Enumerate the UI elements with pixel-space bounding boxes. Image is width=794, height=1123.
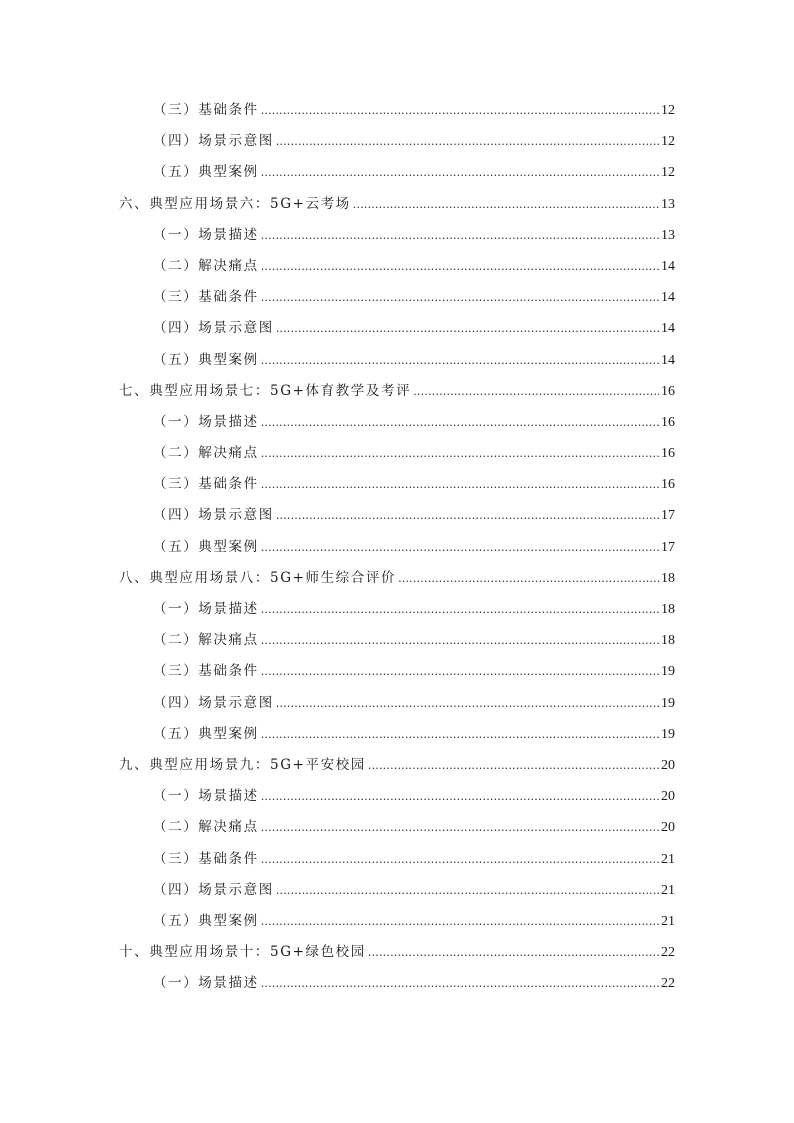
toc-page-number: 13 — [661, 227, 675, 243]
toc-page-number: 16 — [661, 414, 675, 430]
toc-chapter-entry[interactable] — [0, 189, 675, 220]
toc-section-entry[interactable] — [0, 844, 675, 875]
toc-entry-title: （一）场景描述 — [153, 788, 259, 805]
toc-section-entry[interactable] — [0, 251, 675, 282]
toc-section-entry[interactable] — [0, 407, 675, 438]
toc-section-entry[interactable] — [0, 532, 675, 563]
toc-entry-title: （五）典型案例 — [153, 351, 259, 368]
toc-section-entry[interactable] — [0, 719, 675, 750]
toc-page-number: 12 — [661, 134, 675, 150]
toc-dot-leader — [261, 407, 659, 438]
toc-dot-leader — [353, 189, 659, 220]
toc-page-number: 18 — [661, 602, 675, 617]
toc-dot-leader — [261, 812, 659, 843]
toc-page-number: 18 — [661, 570, 675, 586]
toc-entry-title: （五）典型案例 — [153, 164, 259, 181]
toc-dot-leader — [368, 937, 659, 968]
toc-section-entry[interactable] — [0, 968, 675, 999]
toc-page-number: 16 — [661, 383, 675, 399]
toc-page-number: 12 — [661, 103, 675, 118]
toc-dot-leader — [261, 844, 659, 875]
toc-entry-title: （二）解决痛点 — [153, 632, 259, 649]
toc-entry-title: （一）场景描述 — [153, 975, 259, 992]
toc-dot-leader — [261, 656, 659, 687]
toc-section-entry[interactable] — [0, 345, 675, 376]
toc-dot-leader — [261, 781, 659, 812]
toc-dot-leader — [398, 563, 659, 594]
toc-dot-leader — [413, 376, 659, 407]
toc-dot-leader — [261, 968, 659, 999]
toc-entry-title: （四）场景示意图 — [153, 320, 274, 337]
toc-dot-leader — [261, 906, 659, 937]
toc-dot-leader — [261, 719, 659, 750]
toc-page-number: 18 — [661, 633, 675, 649]
toc-dot-leader — [261, 532, 659, 563]
toc-page-number: 19 — [661, 695, 675, 711]
toc-section-entry[interactable] — [0, 220, 675, 251]
toc-entry-title: （一）场景描述 — [153, 226, 259, 243]
toc-page-number: 12 — [661, 165, 675, 181]
toc-page-number: 16 — [661, 446, 675, 462]
toc-entry-title: （一）场景描述 — [153, 413, 259, 430]
toc-page-number: 21 — [661, 851, 675, 867]
toc-entry-title: （四）场景示意图 — [153, 694, 274, 711]
toc-section-entry[interactable] — [0, 594, 675, 625]
toc-dot-leader — [368, 750, 659, 781]
toc-entry-title: （四）场景示意图 — [153, 507, 274, 524]
toc-section-entry[interactable] — [0, 906, 675, 937]
toc-entry-title: 八、典型应用场景八：5G+师生综合评价 — [119, 569, 397, 586]
toc-page-number: 14 — [661, 290, 675, 306]
toc-page-number: 13 — [661, 196, 675, 212]
toc-section-entry[interactable] — [0, 126, 675, 157]
toc-page-number: 22 — [661, 945, 675, 961]
toc-entry-title: （二）解决痛点 — [153, 819, 259, 836]
toc-page-number: 14 — [661, 352, 675, 368]
toc-chapter-entry[interactable] — [0, 376, 675, 407]
toc-entry-title: （三）基础条件 — [153, 663, 259, 680]
toc-page-number: 14 — [661, 258, 675, 274]
toc-chapter-entry[interactable] — [0, 750, 675, 781]
toc-section-entry[interactable] — [0, 656, 675, 687]
toc-dot-leader — [261, 594, 659, 625]
toc-entry-title: （三）基础条件 — [153, 476, 259, 493]
toc-section-entry[interactable] — [0, 688, 675, 719]
toc-page-number: 22 — [661, 976, 675, 992]
toc-section-entry[interactable] — [0, 781, 675, 812]
toc-entry-title: （四）场景示意图 — [153, 881, 274, 898]
toc-entry-title: 十、典型应用场景十：5G+绿色校园 — [119, 944, 366, 961]
toc-page-number: 17 — [661, 508, 675, 524]
toc-section-entry[interactable] — [0, 812, 675, 843]
toc-entry-title: （四）场景示意图 — [153, 133, 274, 150]
toc-dot-leader — [276, 875, 659, 906]
toc-section-entry[interactable] — [0, 438, 675, 469]
toc-dot-leader — [261, 220, 659, 251]
toc-dot-leader — [276, 688, 659, 719]
toc-entry-title: （三）基础条件 — [153, 850, 259, 867]
toc-entry-title: （三）基础条件 — [153, 289, 259, 306]
toc-chapter-entry[interactable] — [0, 937, 675, 968]
toc-entry-title: （五）典型案例 — [153, 538, 259, 555]
toc-entry-title: （一）场景描述 — [153, 601, 259, 617]
toc-dot-leader — [261, 345, 659, 376]
toc-page-number: 20 — [661, 820, 675, 836]
toc-page-number: 20 — [661, 757, 675, 773]
toc-entry-title: 七、典型应用场景七：5G+体育教学及考评 — [119, 382, 412, 399]
toc-entry-title: （三）基础条件 — [153, 102, 259, 118]
toc-entry-title: （五）典型案例 — [153, 725, 259, 742]
toc-dot-leader — [261, 469, 659, 500]
toc-section-entry[interactable] — [0, 469, 675, 500]
toc-section-entry[interactable] — [0, 625, 675, 656]
toc-dot-leader — [261, 157, 659, 188]
toc-page-number: 21 — [661, 913, 675, 929]
toc-entry-title: 九、典型应用场景九：5G+平安校园 — [119, 756, 366, 773]
toc-page-number: 19 — [661, 726, 675, 742]
toc-section-entry[interactable] — [0, 500, 675, 531]
toc-entry-title: （五）典型案例 — [153, 912, 259, 929]
toc-section-entry[interactable] — [0, 95, 675, 126]
toc-page-number: 16 — [661, 477, 675, 493]
toc-dot-leader — [261, 438, 659, 469]
toc-section-entry[interactable] — [0, 313, 675, 344]
toc-section-entry[interactable] — [0, 282, 675, 313]
toc-page-number: 21 — [661, 882, 675, 898]
toc-dot-leader — [276, 313, 659, 344]
toc-dot-leader — [276, 500, 659, 531]
toc-dot-leader — [261, 625, 659, 656]
toc-page-number: 19 — [661, 664, 675, 680]
toc-entry-title: （二）解决痛点 — [153, 257, 259, 274]
toc-page-number: 17 — [661, 539, 675, 555]
toc-entry-title: （二）解决痛点 — [153, 445, 259, 462]
toc-dot-leader — [261, 95, 659, 126]
toc-page-number: 20 — [661, 789, 675, 805]
toc-page-number: 14 — [661, 321, 675, 337]
toc-section-entry[interactable] — [0, 157, 675, 188]
toc-chapter-entry[interactable] — [0, 563, 675, 594]
toc-dot-leader — [276, 126, 659, 157]
toc-section-entry[interactable] — [0, 875, 675, 906]
toc-dot-leader — [261, 251, 659, 282]
toc-dot-leader — [261, 282, 659, 313]
toc-entry-title: 六、典型应用场景六：5G+云考场 — [119, 195, 351, 212]
table-of-contents — [0, 95, 794, 999]
